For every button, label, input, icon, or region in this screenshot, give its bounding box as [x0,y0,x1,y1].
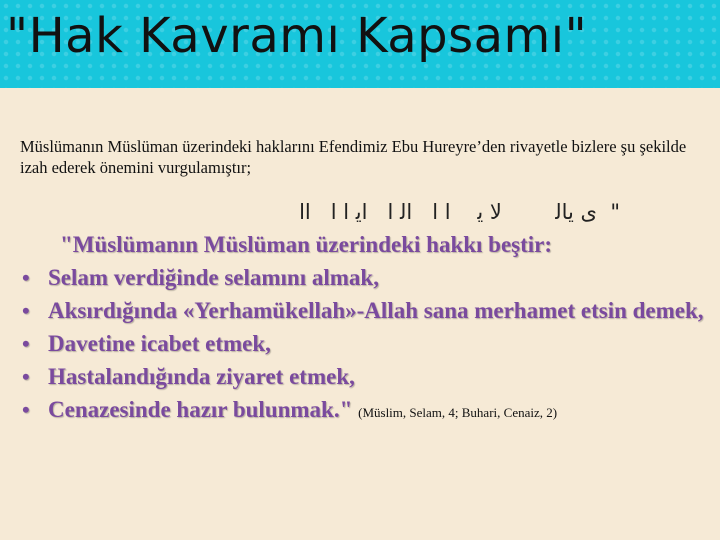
hadith-block [20,228,710,429]
list-item-text: Hastalandığında ziyaret etmek, [48,364,355,389]
arabic-hadith-text: " ى ﻳﺎﻟ ﻻ ﻳ ﺍ ﺍ ﺍﻟ ﺍ ﺍﻳ ﺍ ﺍ ﺍﺍ [299,200,620,224]
hadith-heading: "Müslümanın Müslüman üzerindeki hakkı beştir: [60,232,553,257]
slide-content [0,88,720,540]
list-item-text: Davetine icabet etmek, [48,331,271,356]
list-item [20,261,710,294]
list-item [20,393,710,429]
hadith-source-citation: (Müslim, Selam, 4; Buhari, Cenaiz, 2) [358,405,558,420]
list-item-text: Aksırdığında «Yerhamükellah»-Allah sana merhamet etsin demek, [48,298,704,323]
bullet-icon: • [22,265,30,290]
list-item [20,360,710,393]
bullet-icon: • [22,364,30,389]
list-item [20,294,710,327]
list-item-text: Selam verdiğinde selamını almak, [48,265,379,290]
bullet-icon: • [22,397,30,422]
list-item [20,327,710,360]
intro-paragraph: Müslümanın Müslüman üzerindeki haklarını Efendimiz Ebu Hureyre’den rivayetle bizlere şu şekilde izah ederek önemini vurgulamıştır; [20,137,687,177]
slide-title: "Hak Kavramı Kapsamı" [6,8,588,64]
list-item-text: Cenazesinde hazır bulunmak." [48,397,353,422]
hadith-list [20,261,710,429]
title-band [0,0,720,88]
bullet-icon: • [22,298,30,323]
bullet-icon: • [22,331,30,356]
